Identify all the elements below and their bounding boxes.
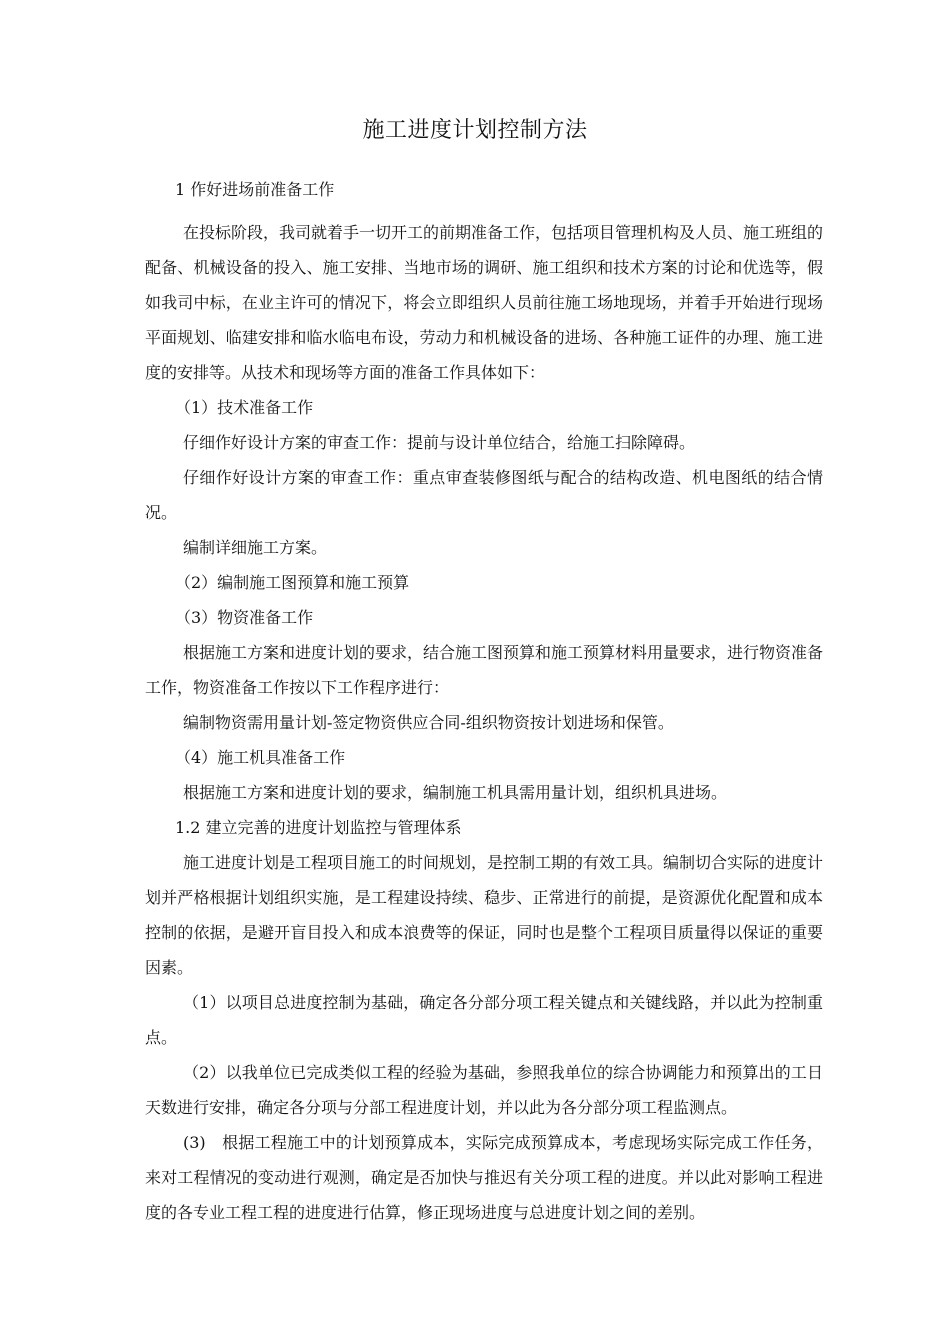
subsection-heading: （3）物资准备工作: [175, 608, 314, 627]
paragraph: 根据施工方案和进度计划的要求，编制施工机具需用量计划，组织机具进场。: [183, 783, 728, 802]
subsection-heading: （1）技术准备工作: [175, 398, 314, 417]
section-heading: 1.2 建立完善的进度计划监控与管理体系: [175, 818, 462, 837]
paragraph: 在投标阶段，我司就着手一切开工的前期准备工作，包括项目管理机构及人员、施工班组的配备、机械设备的投入、施工安排、当地市场的调研、施工组织和技术方案的讨论和优选等，假如我司中标，在业主许可的情况下，将会立即组织人员前往施工场地现场，并着手开始进行现场平面规划、临建安排和临水临电布设，劳动力和机械设备的进场、各种施工证件的办理、施工进度的安排等。从技术和现场等方面的准备工作具体如下：: [145, 223, 824, 382]
paragraph: 编制详细施工方案。: [183, 538, 328, 557]
paragraph: 仔细作好设计方案的审查工作：重点审查装修图纸与配合的结构改造、机电图纸的结合情况。: [145, 468, 823, 522]
subsection-heading: （4）施工机具准备工作: [175, 748, 346, 767]
paragraph: 仔细作好设计方案的审查工作：提前与设计单位结合，给施工扫除障碍。: [183, 433, 696, 452]
document-body: [145, 172, 823, 1230]
paragraph: （2）以我单位已完成类似工程的经验为基础，参照我单位的综合协调能力和预算出的工日天数进行安排，确定各分项与分部工程进度计划，并以此为各分部分项工程监测点。: [145, 1063, 823, 1117]
paragraph: （1）以项目总进度控制为基础，确定各分部分项工程关键点和关键线路，并以此为控制重点。: [145, 993, 823, 1047]
paragraph: (3) 根据工程施工中的计划预算成本，实际完成预算成本，考虑现场实际完成工作任务，来对工程情况的变动进行观测，确定是否加快与推迟有关分项工程的进度。并以此对影响工程进度的各专业工程工程的进度进行估算，修正现场进度与总进度计划之间的差别。: [145, 1133, 823, 1222]
section-heading: 1 作好进场前准备工作: [175, 180, 335, 199]
paragraph: 根据施工方案和进度计划的要求，结合施工图预算和施工预算材料用量要求，进行物资准备工作，物资准备工作按以下工作程序进行：: [145, 643, 824, 697]
document-title: 施工进度计划控制方法: [362, 118, 588, 143]
paragraph: 编制物资需用量计划-签定物资供应合同-组织物资按计划进场和保管。: [183, 713, 674, 732]
subsection-heading: （2）编制施工图预算和施工预算: [175, 573, 410, 592]
paragraph: 施工进度计划是工程项目施工的时间规划，是控制工期的有效工具。编制切合实际的进度计划并严格根据计划组织实施，是工程建设持续、稳步、正常进行的前提，是资源优化配置和成本控制的依据，是避开盲目投入和成本浪费等的保证，同时也是整个工程项目质量得以保证的重要因素。: [145, 853, 824, 977]
